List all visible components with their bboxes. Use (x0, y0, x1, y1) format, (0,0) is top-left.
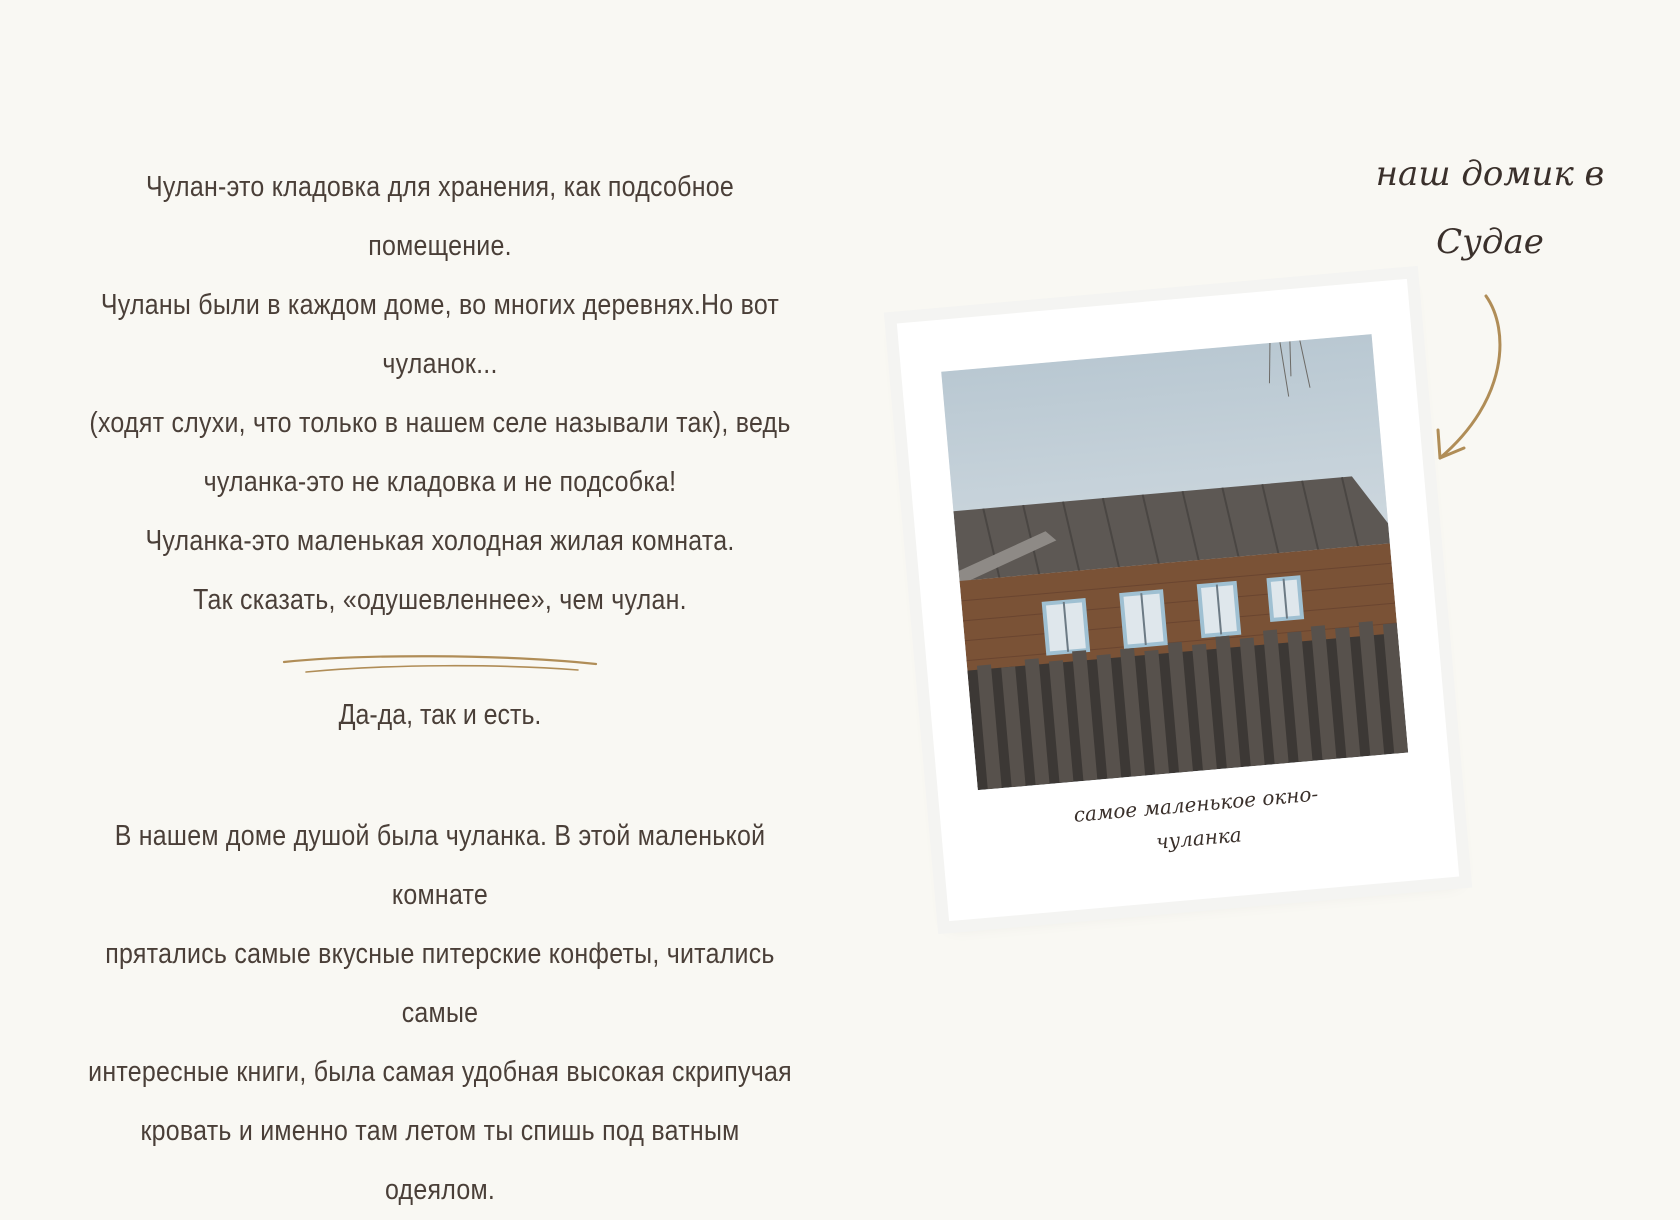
intro-line: Так сказать, «одушевленнее», чем чулан. (193, 584, 687, 616)
story-line: кровать и именно там летом ты спишь под ватным одеялом. (140, 1115, 740, 1206)
handnote-line: наш домик в (1375, 154, 1605, 194)
intro-line: (ходят слухи, что только в нашем селе называли так), ведь (89, 407, 791, 439)
story-line: интересные книги, была самая удобная высокая скрипучая (88, 1056, 792, 1088)
house-illustration (941, 334, 1408, 790)
affirmation-text: Да-да, так и есть. (338, 699, 542, 731)
intro-line: Чулан-это кладовка для хранения, как подсобное помещение. (145, 171, 734, 262)
intro-paragraph (30, 158, 850, 630)
intro-line: чуланка-это не кладовка и не подсобка! (203, 466, 677, 498)
house-photo (941, 334, 1408, 790)
brush-divider (280, 652, 600, 680)
text-column (30, 158, 850, 1220)
story-paragraph (30, 807, 850, 1220)
handnote-line: Судае (1436, 222, 1544, 262)
affirmation-block (30, 686, 850, 745)
handwritten-note (1330, 140, 1650, 276)
polaroid-photo (897, 279, 1459, 921)
curved-arrow-icon (1430, 290, 1520, 470)
story-line: прятались самые вкусные питерские конфеты, читались самые (105, 938, 775, 1029)
intro-line: Чуланы были в каждом доме, во многих деревнях.Но вот чуланок... (100, 289, 780, 380)
caption-line: самое маленькое окно- (1072, 781, 1320, 827)
caption-line: чуланка (1155, 822, 1243, 854)
story-line: В нашем доме душой была чуланка. В этой маленькой комнате (114, 820, 766, 911)
intro-line: Чуланка-это маленькая холодная жилая комната. (145, 525, 735, 557)
